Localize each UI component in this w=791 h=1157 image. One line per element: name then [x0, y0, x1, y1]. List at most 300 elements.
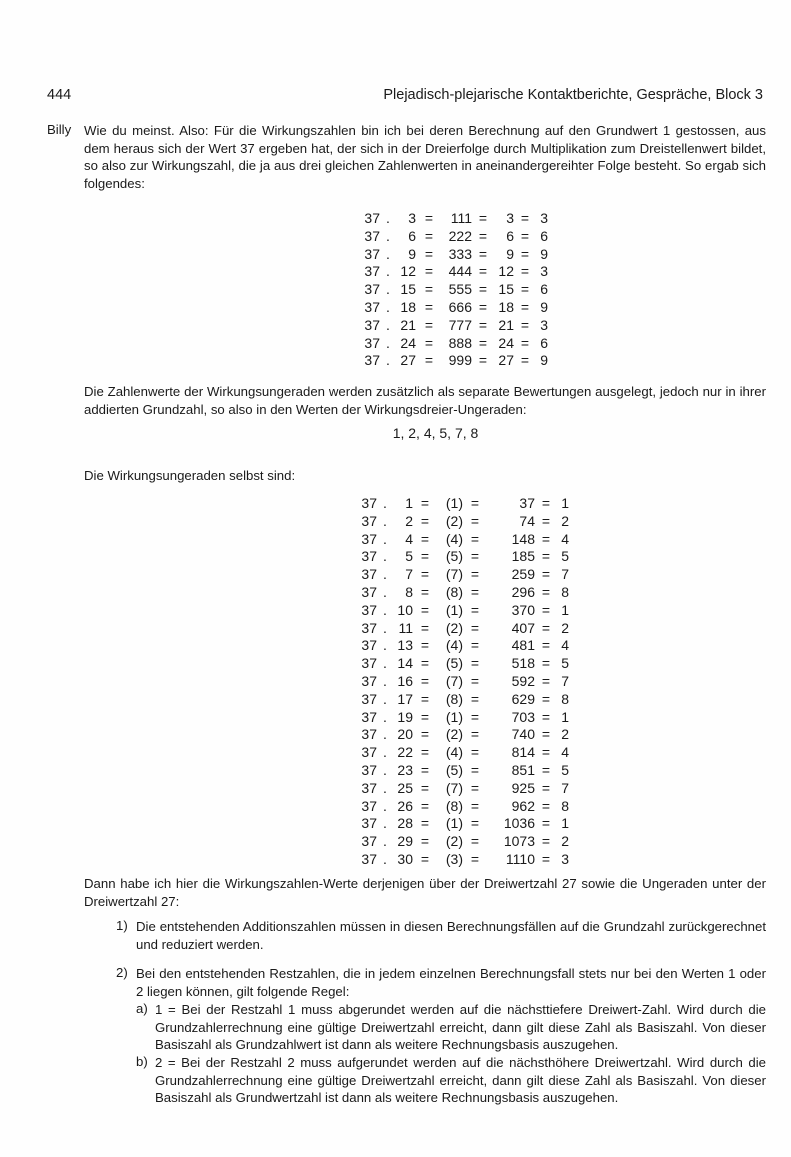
table-cell: 666 [448, 298, 472, 315]
table-cell: 8 [405, 583, 413, 600]
table-cell: = [478, 263, 488, 280]
table-cell: 18 [498, 298, 514, 315]
table-cell: = [470, 495, 480, 511]
table-cell: 148 [511, 530, 535, 547]
table-cell: = [478, 316, 488, 333]
page-header [47, 87, 763, 107]
table-cell: 407 [511, 619, 535, 636]
table-cell: 111 [450, 210, 472, 226]
paragraph-selbst: Die Wirkungsungeraden selbst sind: [84, 468, 296, 483]
table-cell: (2) [445, 512, 463, 529]
paragraph-dann: Dann habe ich hier die Wirkungszahlen-Werte derjenigen über der Dreiwertzahl 27 sowie die Ungeraden unter der Dreiwertzahl 27: [84, 876, 766, 909]
table-cell: 37 [361, 583, 377, 600]
table-cell: . [386, 227, 390, 244]
table-cell: . [383, 619, 387, 636]
table-cell: = [470, 779, 480, 796]
table-cell: = [470, 512, 480, 529]
table-cell: 8 [561, 583, 569, 600]
table-cell: = [541, 655, 551, 672]
table-cell: (7) [445, 566, 463, 583]
table-row [355, 709, 569, 727]
table-cell: = [520, 316, 530, 333]
table-cell: 1 [561, 815, 569, 832]
table-cell: = [420, 815, 430, 832]
table-cell: = [420, 619, 430, 636]
table-cell: = [420, 672, 430, 689]
table-cell: 37 [519, 495, 535, 511]
table-row [355, 531, 569, 549]
table-cell: 740 [511, 726, 535, 743]
table-cell: 1073 [503, 833, 535, 850]
table-cell: = [470, 815, 480, 832]
table-cell: = [541, 779, 551, 796]
table-cell: = [541, 601, 551, 618]
table-cell: . [386, 281, 390, 298]
table-cell: = [420, 655, 430, 672]
table-cell: 333 [448, 245, 472, 262]
table-row [358, 352, 548, 370]
table-cell: (1) [445, 495, 463, 511]
table-cell: 2 [561, 726, 569, 743]
table-cell: . [383, 530, 387, 547]
table-cell: 37 [364, 316, 380, 333]
table-cell: = [424, 352, 434, 369]
table-cell: 24 [400, 334, 416, 351]
table-cell: = [420, 690, 430, 707]
table-cell: 629 [511, 690, 535, 707]
table-cell: 18 [400, 298, 416, 315]
table-cell: 999 [448, 352, 472, 369]
table-cell: = [420, 761, 430, 778]
table-cell: . [383, 708, 387, 725]
table-cell: 1 [561, 495, 569, 511]
table-cell: 9 [408, 245, 416, 262]
table-cell: . [383, 512, 387, 529]
table-cell: 37 [361, 495, 377, 511]
table-row [355, 833, 569, 851]
table-cell: (3) [445, 850, 463, 867]
table-cell: = [520, 245, 530, 262]
table-cell: 814 [511, 744, 535, 761]
table-cell: = [470, 690, 480, 707]
page-number: 444 [47, 87, 72, 103]
table-row [355, 851, 569, 869]
table-cell: 5 [561, 761, 569, 778]
table-cell: = [478, 210, 488, 226]
table-cell: 37 [361, 708, 377, 725]
table-cell: 37 [361, 726, 377, 743]
table-row [355, 548, 569, 566]
table-cell: 777 [448, 316, 472, 333]
table-cell: 925 [511, 779, 535, 796]
list-number: 1) [116, 918, 128, 933]
table-cell: 28 [397, 815, 413, 832]
table-cell: . [383, 566, 387, 583]
table-cell: = [470, 619, 480, 636]
table-cell: 19 [397, 708, 413, 725]
table-cell: = [470, 708, 480, 725]
table-cell: 481 [511, 637, 535, 654]
table-cell: = [420, 850, 430, 867]
table-cell: = [541, 708, 551, 725]
table-cell: = [541, 548, 551, 565]
table-cell: 37 [361, 761, 377, 778]
table-cell: . [386, 263, 390, 280]
table-cell: = [541, 744, 551, 761]
table-cell: 5 [561, 655, 569, 672]
table-cell: 7 [561, 566, 569, 583]
table-cell: (1) [445, 708, 463, 725]
table-cell: = [424, 334, 434, 351]
table-cell: = [478, 298, 488, 315]
table-row [355, 726, 569, 744]
table-row [355, 744, 569, 762]
table-cell: = [420, 548, 430, 565]
table-row [355, 513, 569, 531]
table-cell: 37 [361, 566, 377, 583]
table-cell: . [386, 298, 390, 315]
table-cell: 37 [361, 601, 377, 618]
table-cell: (7) [445, 672, 463, 689]
table-cell: . [383, 548, 387, 565]
table-cell: 37 [361, 530, 377, 547]
table-cell: = [420, 530, 430, 547]
table-cell: 222 [448, 227, 472, 244]
table-cell: 2 [561, 619, 569, 636]
table-cell: = [420, 601, 430, 618]
table-cell: (5) [445, 655, 463, 672]
table-cell: . [386, 334, 390, 351]
table-cell: = [520, 298, 530, 315]
table-cell: (1) [445, 601, 463, 618]
table-row [355, 566, 569, 584]
table-cell: 27 [400, 352, 416, 369]
table-cell: (8) [445, 690, 463, 707]
table-cell: = [424, 263, 434, 280]
table-cell: . [383, 601, 387, 618]
table-cell: 37 [364, 281, 380, 298]
table-cell: = [424, 298, 434, 315]
table-cell: 3 [561, 850, 569, 867]
table-cell: = [541, 815, 551, 832]
table-cell: = [541, 566, 551, 583]
table-cell: 15 [498, 281, 514, 298]
table-cell: 37 [361, 779, 377, 796]
table-cell: 25 [397, 779, 413, 796]
table-cell: 7 [561, 779, 569, 796]
table-row [358, 210, 548, 228]
table-cell: = [541, 690, 551, 707]
table-cell: = [420, 708, 430, 725]
table-cell: . [383, 672, 387, 689]
table-cell: 37 [364, 352, 380, 369]
sublist-letter: a) [136, 1001, 148, 1016]
table-cell: = [541, 637, 551, 654]
table-cell: 370 [511, 601, 535, 618]
table-cell: 27 [498, 352, 514, 369]
table-cell: = [478, 281, 488, 298]
table-row [355, 762, 569, 780]
table-cell: = [541, 850, 551, 867]
table-cell: 26 [397, 797, 413, 814]
table-cell: 8 [561, 797, 569, 814]
list-item-1: Die entstehenden Additionszahlen müssen in diesen Berechnungsfällen auf die Grundzahl zurückgerechnet und reduziert werden. [136, 919, 766, 952]
table-cell: = [541, 619, 551, 636]
table-cell: 888 [448, 334, 472, 351]
list-item-2: Bei den entstehenden Restzahlen, die in jedem einzelnen Berechnungsfall stets nur bei den Werten 1 oder 2 liegen können, gilt folgende Regel: [136, 966, 766, 999]
paragraph-ungeraden: Die Zahlenwerte der Wirkungsungeraden werden zusätzlich als separate Bewertungen ausgelegt, jedoch nur in ihrer addierten Grundzahl, so also in den Werten der Wirkungsdreier-Ungeraden: [84, 384, 766, 417]
table-cell: (8) [445, 583, 463, 600]
table-row [355, 620, 569, 638]
table-cell: 592 [511, 672, 535, 689]
table-cell: 12 [498, 263, 514, 280]
table-cell: = [420, 495, 430, 511]
table-cell: = [520, 227, 530, 244]
table-cell: 1 [561, 601, 569, 618]
table-cell: = [520, 281, 530, 298]
table-cell: 1110 [505, 850, 535, 867]
table-cell: 24 [498, 334, 514, 351]
table-cell: = [420, 779, 430, 796]
table-cell: = [420, 566, 430, 583]
table-cell: = [424, 210, 434, 226]
table-cell: 6 [506, 227, 514, 244]
table-cell: = [541, 530, 551, 547]
table-cell: 11 [398, 619, 413, 636]
table-cell: = [541, 726, 551, 743]
table-cell: 5 [405, 548, 413, 565]
table-cell: 185 [511, 548, 535, 565]
table-row [355, 602, 569, 620]
table-cell: 259 [511, 566, 535, 583]
running-title: Plejadisch-plejarische Kontaktberichte, Gespräche, Block 3 [383, 87, 763, 103]
table-cell: . [383, 726, 387, 743]
table-cell: . [386, 316, 390, 333]
table-cell: 4 [561, 530, 569, 547]
table-cell: 37 [361, 744, 377, 761]
table-cell: 12 [400, 263, 416, 280]
table-cell: 37 [364, 263, 380, 280]
table-cell: = [470, 726, 480, 743]
table-cell: = [470, 601, 480, 618]
table-row [358, 281, 548, 299]
table-cell: = [424, 316, 434, 333]
table-cell: = [420, 726, 430, 743]
table-cell: . [386, 245, 390, 262]
table-cell: 2 [405, 512, 413, 529]
table-cell: = [520, 334, 530, 351]
table-cell: 13 [397, 637, 413, 654]
table-cell: = [520, 210, 530, 226]
table-cell: 74 [519, 512, 535, 529]
table-cell: = [470, 530, 480, 547]
table-cell: . [383, 797, 387, 814]
table-row [358, 246, 548, 264]
table-cell: 3 [506, 210, 514, 226]
table-cell: . [383, 583, 387, 600]
table-cell: = [420, 512, 430, 529]
table-cell: 3 [540, 263, 548, 280]
table-cell: 7 [405, 566, 413, 583]
table-cell: . [383, 779, 387, 796]
table-cell: 37 [364, 334, 380, 351]
table-cell: (5) [445, 761, 463, 778]
table-cell: 6 [540, 227, 548, 244]
table-cell: 29 [397, 833, 413, 850]
table-cell: . [386, 210, 390, 226]
table-cell: 5 [561, 548, 569, 565]
table-cell: 6 [408, 227, 416, 244]
table-cell: 37 [361, 833, 377, 850]
table-cell: = [541, 495, 551, 511]
table-cell: (4) [445, 744, 463, 761]
table-cell: 3 [540, 210, 548, 226]
table-cell: 20 [397, 726, 413, 743]
table-cell: 37 [364, 245, 380, 262]
table-cell: . [383, 833, 387, 850]
table-cell: (5) [445, 548, 463, 565]
table-row [355, 798, 569, 816]
table-wirkungsungeraden [355, 495, 569, 869]
table-cell: = [420, 637, 430, 654]
table-cell: = [424, 281, 434, 298]
table-cell: = [478, 352, 488, 369]
table-cell: = [420, 744, 430, 761]
table-cell: . [383, 495, 387, 511]
table-row [358, 299, 548, 317]
table-cell: 7 [561, 672, 569, 689]
table-cell: = [470, 583, 480, 600]
table-cell: 37 [364, 298, 380, 315]
table-cell: 9 [506, 245, 514, 262]
table-cell: 17 [397, 690, 413, 707]
table-cell: 37 [364, 227, 380, 244]
table-cell: (7) [445, 779, 463, 796]
table-cell: (8) [445, 797, 463, 814]
list-number: 2) [116, 965, 128, 980]
sequence-line: 1, 2, 4, 5, 7, 8 [392, 425, 479, 441]
table-cell: 6 [540, 281, 548, 298]
table-cell: 37 [361, 619, 377, 636]
sublist-letter: b) [136, 1054, 148, 1069]
table-cell: 296 [511, 583, 535, 600]
table-cell: = [470, 761, 480, 778]
table-cell: 1 [405, 495, 413, 511]
table-cell: 1 [561, 708, 569, 725]
table-cell: 37 [364, 210, 380, 226]
table-cell: 37 [361, 512, 377, 529]
table-cell: 9 [540, 352, 548, 369]
table-cell: = [541, 583, 551, 600]
table-cell: 3 [408, 210, 416, 226]
table-cell: 15 [400, 281, 416, 298]
table-cell: = [541, 672, 551, 689]
table-cell: 30 [397, 850, 413, 867]
table-cell: = [420, 833, 430, 850]
table-cell: = [470, 797, 480, 814]
sublist-item-b: 2 = Bei der Restzahl 2 muss aufgerundet werden auf die nächsthöhere Dreiwertzahl. Wird durch die Grundzahlerrechnung eine gültige Dreiwertzahl erreicht, dann gilt diese Zahl als Basiszahl. Von dieser Basiszahl als Grundwertzahl ist dann als weitere Rechnungsbasis auszugehen. [155, 1055, 766, 1106]
table-cell: = [541, 761, 551, 778]
table-row [355, 584, 569, 602]
table-cell: 14 [397, 655, 413, 672]
table-cell: . [383, 850, 387, 867]
table-cell: . [383, 690, 387, 707]
table-row [355, 495, 569, 513]
table-cell: = [541, 833, 551, 850]
table-cell: 4 [405, 530, 413, 547]
table-cell: = [478, 334, 488, 351]
table-cell: 37 [361, 637, 377, 654]
speaker-label: Billy [47, 122, 72, 137]
table-wirkungszahlen [358, 210, 548, 370]
table-row [355, 655, 569, 673]
table-cell: = [470, 850, 480, 867]
table-row [358, 317, 548, 335]
table-row [355, 637, 569, 655]
table-cell: = [470, 833, 480, 850]
table-row [358, 263, 548, 281]
table-cell: 10 [397, 601, 413, 618]
table-cell: = [470, 744, 480, 761]
table-cell: = [541, 512, 551, 529]
table-cell: 9 [540, 245, 548, 262]
table-cell: 555 [448, 281, 472, 298]
table-cell: = [478, 245, 488, 262]
table-cell: = [470, 672, 480, 689]
table-cell: . [386, 352, 390, 369]
table-cell: = [478, 227, 488, 244]
table-cell: 3 [540, 316, 548, 333]
table-cell: 6 [540, 334, 548, 351]
table-row [355, 780, 569, 798]
table-cell: 16 [397, 672, 413, 689]
table-cell: 37 [361, 797, 377, 814]
table-cell: 2 [561, 512, 569, 529]
table-cell: . [383, 761, 387, 778]
table-row [358, 228, 548, 246]
table-row [355, 673, 569, 691]
table-cell: 37 [361, 690, 377, 707]
table-cell: 851 [511, 761, 535, 778]
table-cell: (2) [445, 619, 463, 636]
table-cell: 21 [400, 316, 416, 333]
table-cell: = [470, 655, 480, 672]
table-cell: 37 [361, 672, 377, 689]
table-cell: 9 [540, 298, 548, 315]
table-cell: 444 [448, 263, 472, 280]
table-cell: = [420, 583, 430, 600]
table-cell: . [383, 815, 387, 832]
table-cell: 37 [361, 815, 377, 832]
table-cell: = [520, 263, 530, 280]
table-cell: (4) [445, 530, 463, 547]
table-cell: 37 [361, 655, 377, 672]
table-cell: = [424, 245, 434, 262]
table-cell: = [541, 797, 551, 814]
table-cell: = [420, 797, 430, 814]
table-cell: 4 [561, 744, 569, 761]
table-cell: . [383, 655, 387, 672]
table-cell: 1036 [503, 815, 535, 832]
table-cell: (1) [445, 815, 463, 832]
table-cell: 23 [397, 761, 413, 778]
table-cell: = [470, 548, 480, 565]
table-row [355, 691, 569, 709]
table-cell: . [383, 744, 387, 761]
table-cell: 2 [561, 833, 569, 850]
table-row [355, 815, 569, 833]
table-cell: 37 [361, 548, 377, 565]
